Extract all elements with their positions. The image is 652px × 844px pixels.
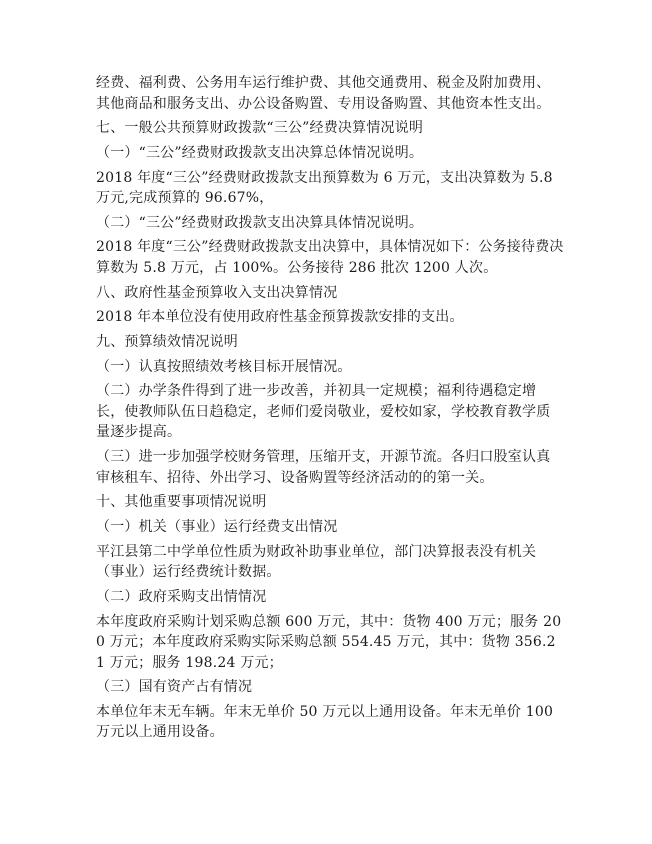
paragraph-7-1: 2018 年度“三公”经费财政拨款支出预算数为 6 万元，支出决算数为 5.8 万元,完成预算的 96.67%， bbox=[96, 169, 558, 207]
paragraph-expense-list: 经费、福利费、公务用车运行维护费、其他交通费用、税金及附加费用、其他商品和服务支出、办公设备购置、专用设备购置、其他资本性支出。 bbox=[96, 75, 551, 112]
paragraph-8: 2018 年本单位没有使用政府性基金预算拨款安排的支出。 bbox=[96, 309, 464, 326]
paragraph-9-3: （三）进一步加强学校财务管理，压缩开支，开源节流。各归口股室认真审核租车、招待、外出学习、设备购置等经济活动的的第一关。 bbox=[96, 449, 551, 486]
subheading-10-2: （二）政府采购支出情情况 bbox=[96, 588, 267, 605]
paragraph-10-3: 本单位年末无车辆。年末无单价 50 万元以上通用设备。年末无单价 100 万元以上通用设备。 bbox=[96, 703, 558, 741]
document-body bbox=[96, 73, 564, 747]
paragraph-7-2: 2018 年度“三公”经费财政拨款支出决算中，具体情况如下：公务接待费决算数为 5.8 万元，占 100%。公务接待 286 批次 1200 人次。 bbox=[96, 239, 564, 276]
subheading-7-2: （二）“三公”经费财政拨款支出决算具体情况说明。 bbox=[96, 214, 424, 231]
section-heading-8: 八、政府性基金预算收入支出决算情况 bbox=[96, 284, 338, 301]
subheading-10-1: （一）机关（事业）运行经费支出情况 bbox=[96, 518, 338, 535]
paragraph-10-2: 本年度政府采购计划采购总额 600 万元，其中：货物 400 万元；服务 200 万元；本年度政府采购实际采购总额 554.45 万元，其中：货物 356.21 万元；服务 198.24 万元； bbox=[96, 613, 562, 671]
subheading-7-1: （一）“三公”经费财政拨款支出决算总体情况说明。 bbox=[96, 144, 424, 161]
paragraph-9-2: （二）办学条件得到了进一步改善，并初具一定规模；福利待遇稳定增长，使教师队伍日趋稳定，老师们爱岗敬业，爱校如家，学校教育教学质量逐步提高。 bbox=[96, 383, 551, 441]
subheading-10-3: （三）国有资产占有情况 bbox=[96, 679, 253, 696]
paragraph-10-1: 平江县第二中学单位性质为财政补助事业单位，部门决算报表没有机关（事业）运行经费统计数据。 bbox=[96, 543, 537, 581]
section-heading-7: 七、一般公共预算财政拨款“三公”经费决算情况说明 bbox=[96, 120, 424, 137]
subheading-9-1: （一）认真按照绩效考核目标开展情况。 bbox=[96, 358, 352, 375]
section-heading-10: 十、其他重要事项情况说明 bbox=[96, 494, 267, 511]
section-heading-9: 九、预算绩效情况说明 bbox=[96, 334, 238, 350]
